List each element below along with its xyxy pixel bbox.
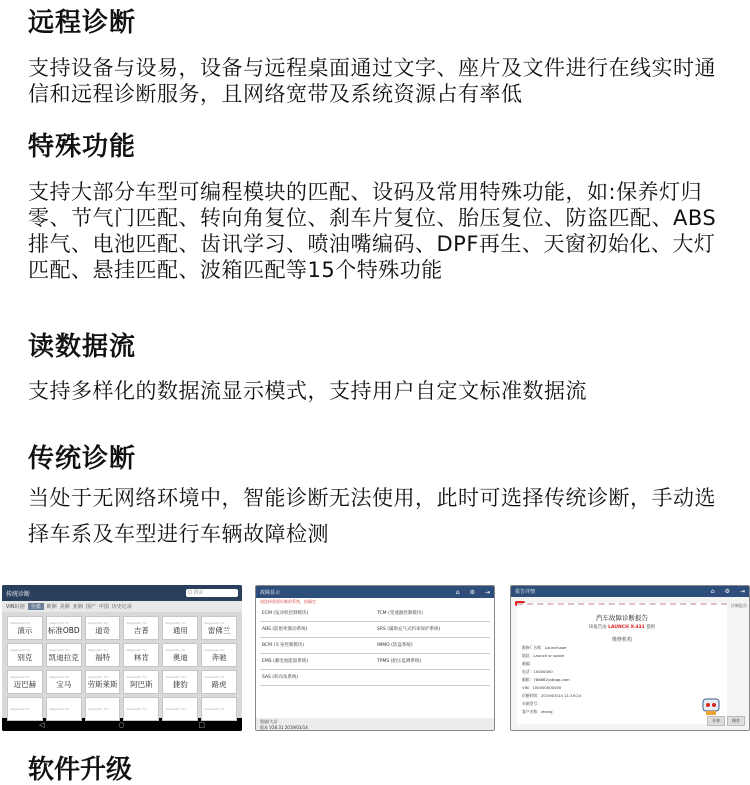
brand-tile-caption: diagnostic for xyxy=(126,620,148,625)
brand-tile-caption: diagnostic for xyxy=(165,707,186,711)
brand-grid xyxy=(2,612,242,718)
system-item: TCM (变速器控制模块) xyxy=(375,606,490,622)
screenshot-report xyxy=(510,585,750,731)
report-rows xyxy=(522,645,722,715)
brand-tile xyxy=(46,670,82,694)
screenshot1-title: 传统诊断 xyxy=(6,590,31,598)
brand-tile-caption: diagnostic for xyxy=(10,707,31,711)
brand-tile-caption: diagnostic for xyxy=(165,647,186,652)
brand-tile-caption: diagnostic for xyxy=(87,647,109,652)
brand-tile-caption: diagnostic for xyxy=(126,674,148,679)
tab-china: 中国 xyxy=(98,604,109,610)
screenshot-system-list xyxy=(255,585,495,731)
report-title: 汽车故障诊断报告 xyxy=(596,614,648,622)
brand-tile-caption: diagnostic for xyxy=(48,620,70,625)
tab-asia: 亚洲 xyxy=(72,604,83,610)
brand-tile-label: 迈巴赫 xyxy=(13,679,37,689)
screenshot2-title: 故障显示 xyxy=(260,589,281,596)
report-row: 电话：10000000 xyxy=(522,669,553,674)
brand-tile-partial xyxy=(123,697,159,721)
section-title-remote: 远程诊断 xyxy=(28,8,137,38)
tab-vin: VIN识别 xyxy=(6,604,25,610)
brand-tile-partial xyxy=(46,697,82,721)
brand-tile-caption: diagnostic for xyxy=(87,674,109,679)
brand-tile-caption: diagnostic for xyxy=(204,674,225,679)
brand-tile-label: 演示 xyxy=(17,625,33,635)
brand-tile-label: 林肯 xyxy=(133,652,149,662)
brand-tile-caption: diagnostic for xyxy=(48,707,70,711)
brand-tile-label: 奥迪 xyxy=(172,652,188,662)
brand-tile-label: 凯迪拉克 xyxy=(48,652,79,662)
brand-tile-label: 捷豹 xyxy=(172,679,188,689)
brand-tile-label: 奔驰 xyxy=(211,652,227,662)
region-tabs xyxy=(2,601,242,612)
brand-tile xyxy=(7,643,43,667)
system-item: ECM (发动机控制模块) xyxy=(260,606,375,622)
system-item: IMMO (防盗系统) xyxy=(375,638,490,654)
brand-tile xyxy=(162,616,198,640)
brand-tile-label: 道奇 xyxy=(95,625,111,635)
brand-tile xyxy=(7,670,43,694)
brand-tile-caption: diagnostic for xyxy=(204,707,225,711)
home-icon: ⌂ xyxy=(710,588,715,595)
tab-america: 美洲 xyxy=(59,604,70,610)
brand-tile-label: 通用 xyxy=(172,625,188,635)
brand-tile-label: 吉普 xyxy=(133,625,149,635)
save-button: 保存 xyxy=(727,716,745,726)
brand-tile-label: 雷佛兰 xyxy=(207,625,231,635)
report-buttons xyxy=(707,716,745,726)
report-row: 邮编： xyxy=(522,661,534,666)
robot-icon xyxy=(699,696,723,716)
screenshot2-topbar xyxy=(256,586,494,598)
report-row: 地址：Launch sr space xyxy=(522,653,565,658)
system-item: EMS (蓄电池能量系统) xyxy=(260,654,375,670)
screenshot-brand-selection xyxy=(2,585,242,731)
screenshot2-subtitle: 请选择需要诊断的系统，按确定 xyxy=(260,599,316,604)
report-sub-suffix: 提供 xyxy=(646,625,656,630)
screenshot3-topbar xyxy=(511,586,749,597)
report-row: 维修厂名称：Launchuser xyxy=(522,645,567,650)
brand-tile-label: 标准OBD xyxy=(47,625,80,635)
brand-tile-caption: diagnostic for xyxy=(48,647,70,652)
report-row: 客户名称：zhang xyxy=(522,709,553,714)
home-icon: ○ xyxy=(118,720,125,729)
brand-tile-label: 宝马 xyxy=(56,679,72,689)
tab-europe: 欧洲 xyxy=(46,604,57,610)
recent-apps-icon: □ xyxy=(198,720,205,729)
brand-tile-partial xyxy=(162,697,198,721)
system-item: ABS (防抱死制动系统) xyxy=(260,622,375,638)
report-paper xyxy=(517,603,727,724)
brand-tile-caption: diagnostic for xyxy=(10,620,31,625)
home-icon: ⌂ xyxy=(455,588,460,596)
brand-tile xyxy=(123,643,159,667)
brand-tile xyxy=(162,670,198,694)
report-side-label: 诊断报告 xyxy=(731,603,747,608)
brand-tile xyxy=(123,670,159,694)
brand-tile xyxy=(85,616,121,640)
share-button: 分享 xyxy=(707,716,725,726)
brand-tile-partial xyxy=(85,697,121,721)
brand-tile xyxy=(85,643,121,667)
brand-tile xyxy=(162,643,198,667)
tab-history: 历史记录 xyxy=(111,604,132,610)
brand-tile-caption: diagnostic for xyxy=(204,647,225,652)
system-grid xyxy=(256,606,494,686)
section-text-datastream: 支持多样化的数据流显示模式，支持用户自定文标准数据流 xyxy=(28,379,587,403)
report-row: 诊断时间：2019/03/14 11:19:24 xyxy=(522,693,582,698)
section-text-traditional: 当处于无网络环境中，智能诊断无法使用，此时可选择传统诊断，手动选择车系及车型进行车辆故障检测 xyxy=(28,486,716,546)
screenshot3-title: 报告详情 xyxy=(515,589,536,595)
brand-tile-caption: diagnostic for xyxy=(126,707,148,711)
exit-icon: ⇥ xyxy=(739,588,745,595)
brand-tile xyxy=(85,670,121,694)
brand-tile-caption: diagnostic for xyxy=(10,674,31,679)
section-text-remote: 支持设备与设易，设备与远程桌面通过文字、座片及文件进行在线实时通信和远程诊断服务，且网络宽带及系统资源占有率低 xyxy=(28,56,716,106)
back-icon: ◁ xyxy=(38,720,45,729)
screenshot1-topbar xyxy=(2,585,242,601)
brand-tile-caption: diagnostic for xyxy=(48,674,70,679)
brand-tile xyxy=(46,643,82,667)
brand-tile xyxy=(201,643,237,667)
tab-domestic: 国产 xyxy=(85,604,96,610)
brand-tile-label: 别克 xyxy=(17,652,33,662)
system-item: BCM (车身控制模块) xyxy=(260,638,375,654)
brand-tile-caption: diagnostic for xyxy=(87,707,109,711)
settings-icon: ⚙ xyxy=(724,588,730,595)
report-subtitle xyxy=(522,624,722,630)
brand-tile xyxy=(201,616,237,640)
report-row: VIN：100000000000 xyxy=(522,685,562,690)
brand-tile xyxy=(123,616,159,640)
brand-tile-caption: diagnostic for xyxy=(165,674,186,679)
system-item: SAS (转向角系统) xyxy=(260,670,375,686)
report-row: 车辆型号： xyxy=(522,701,541,706)
brand-tile-partial xyxy=(7,697,43,721)
section-title-special: 特殊功能 xyxy=(28,132,137,162)
brand-tile-caption: diagnostic for xyxy=(10,647,31,652)
brand-tile-caption: diagnostic for xyxy=(87,620,109,625)
exit-icon: ⇥ xyxy=(484,588,490,596)
brand-tile-label: 路虎 xyxy=(211,679,227,689)
brand-tile xyxy=(201,670,237,694)
report-sub-prefix: 该报告由 xyxy=(588,625,607,630)
brand-tile-caption: diagnostic for xyxy=(204,620,225,625)
brand-tile xyxy=(7,616,43,640)
system-item: TPMS (胎压监测系统) xyxy=(375,654,490,670)
system-item: SRS (辅助充气式约束保护系统) xyxy=(375,622,490,638)
brand-tile-partial xyxy=(201,697,237,721)
brand-tile-caption: diagnostic for xyxy=(126,647,148,652)
partial-heading: 软件升级 xyxy=(28,755,133,785)
settings-icon: ⚙ xyxy=(469,588,475,596)
report-section: 维修机构 xyxy=(611,637,632,643)
section-title-datastream: 读数据流 xyxy=(28,332,137,362)
brand-tile-label: 劳斯莱斯 xyxy=(87,679,118,689)
report-brand: LAUNCH X-431 xyxy=(608,625,645,630)
brand-tile-caption: diagnostic for xyxy=(165,620,186,625)
section-text-special: 支持大部分车型可编程模块的匹配、设码及常用特殊功能，如:保养灯归零、节气门匹配、转向角复位、刹车片复位、胎压复位、防盗匹配、ABS排气、电池匹配、齿讯学习、喷油嘴编码、DPF再生、天窗初始化、大灯匹配、悬挂匹配、波箱匹配等15个特殊功能 xyxy=(28,180,717,282)
brand-tile-label: 阿巴斯 xyxy=(130,679,153,689)
report-row: 邮箱：786862(ab)qq.com xyxy=(522,677,570,682)
screenshot2-footer: 奥迪/大众 版本 V28.31 2019/03/14 xyxy=(256,718,494,730)
tab-all: 全部 xyxy=(28,603,44,610)
system-item xyxy=(375,670,490,686)
brand-tile xyxy=(46,616,82,640)
brand-tile-label: 福特 xyxy=(95,652,111,662)
section-title-traditional: 传统诊断 xyxy=(28,444,137,474)
search-input: Q 搜索 xyxy=(186,589,238,597)
